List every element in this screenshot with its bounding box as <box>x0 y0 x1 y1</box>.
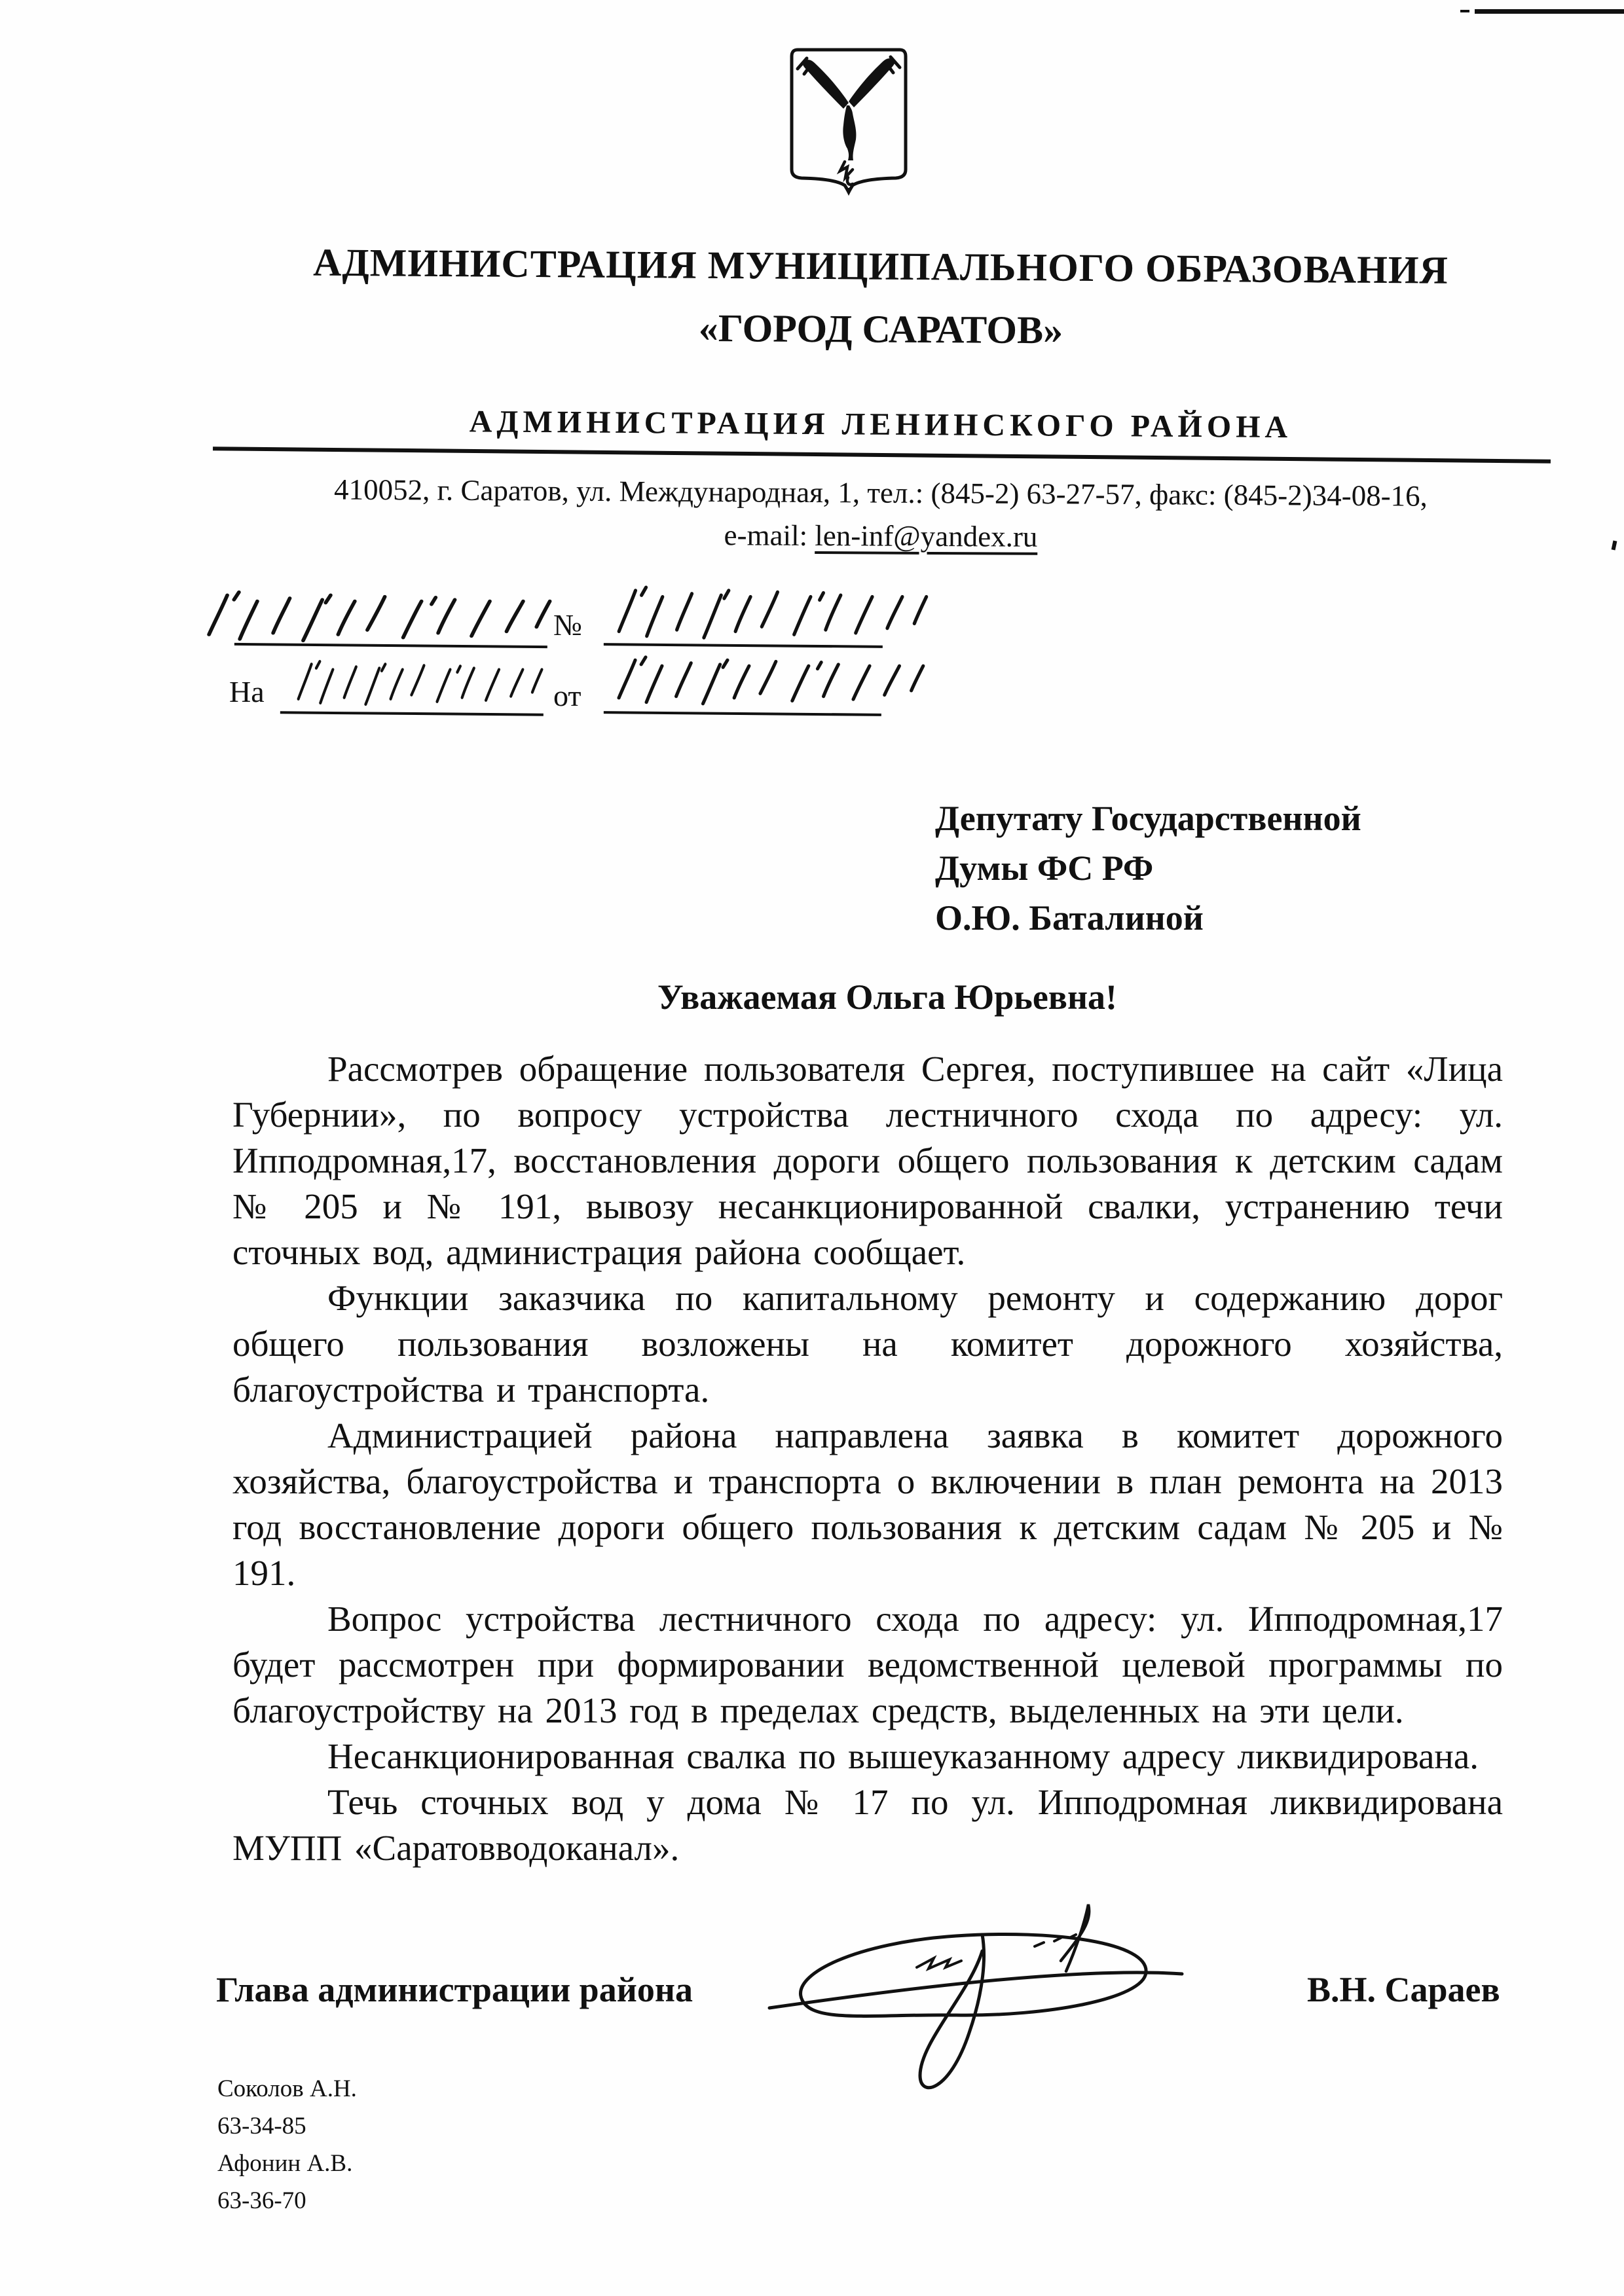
executor-name-1: Соколов А.Н. <box>217 2075 357 2102</box>
executor-contacts <box>217 2070 357 2219</box>
org-name-line2: «ГОРОД САРАТОВ» <box>698 306 1063 352</box>
handwritten-number-scribble <box>608 575 938 646</box>
signer-position: Глава администрации района <box>216 1970 693 2009</box>
salutation: Уважаемая Ольга Юрьевна! <box>657 977 1118 1017</box>
department-name: АДМИНИСТРАЦИЯ ЛЕНИНСКОГО РАЙОНА <box>469 404 1293 445</box>
scan-artifact-line <box>1475 9 1624 14</box>
saratov-coat-of-arms-icon <box>790 48 908 197</box>
handwritten-incoming-number-scribble <box>289 651 551 711</box>
email-line <box>0 515 1624 557</box>
org-name-line1: АДМИНИСТРАЦИЯ МУНИЦИПАЛЬНОГО ОБРАЗОВАНИЯ <box>312 240 1449 292</box>
email-address: len-inf@yandex.ru <box>815 519 1038 553</box>
executor-phone-2: 63-36-70 <box>217 2187 306 2214</box>
handwritten-incoming-date-scribble <box>608 646 935 711</box>
handwritten-date-scribble <box>196 580 563 648</box>
na-label: На <box>229 675 265 708</box>
letter-body <box>232 1046 1503 1871</box>
address-line: 410052, г. Саратов, ул. Международная, 1, тел.: (845-2) 63-27-57, факс: (845-2)34-08-16, <box>333 473 1428 513</box>
recipient-line1: Депутату Государственной <box>935 799 1361 838</box>
recipient-block <box>935 793 1361 943</box>
paragraph-1: Рассмотрев обращение пользователя Сергея, поступившее на сайт «Лица Губернии», по вопросу устройства лестничного схода по адресу: ул. Ипподромная,17, восстановления дороги общего пользования к детским садам № 205 и № 191, вывозу несанкционированной свалки, устранению течи сточных вод, администрация района сообщает. <box>232 1049 1503 1272</box>
paragraph-6: Течь сточных вод у дома № 17 по ул. Ипподромная ликвидирована МУПП «Саратовводоканал». <box>232 1782 1503 1868</box>
handwritten-signature <box>753 1895 1198 2105</box>
paragraph-2: Функции заказчика по капитальному ремонту и содержанию дорог общего пользования возложены на комитет дорожного хозяйства, благоустройства и транспорта. <box>232 1278 1503 1410</box>
header-divider <box>213 446 1551 464</box>
recipient-line2: Думы ФС РФ <box>935 848 1154 888</box>
executor-phone-1: 63-34-85 <box>217 2113 306 2140</box>
paragraph-3: Администрацией района направлена заявка в комитет дорожного хозяйства, благоустройства и транспорта о включении в план ремонта на 2013 год восстановление дороги общего пользования к детским садам № 205 и № 191. <box>232 1415 1503 1593</box>
paragraph-5: Несанкционированная свалка по вышеуказанному адресу ликвидирована. <box>327 1736 1479 1776</box>
paragraph-4: Вопрос устройства лестничного схода по адресу: ул. Ипподромная,17 будет рассмотрен при формировании ведомственной целевой программы по благоустройству на 2013 год в пределах средств, выделенных на эти цели. <box>232 1599 1503 1730</box>
number-sign-label: № <box>553 608 582 642</box>
executor-name-2: Афонин А.В. <box>217 2150 353 2177</box>
email-label: e-mail: <box>724 519 815 553</box>
ot-label: от <box>553 679 581 712</box>
signer-name: В.Н. Сараев <box>1307 1970 1500 2009</box>
recipient-line3: О.Ю. Баталиной <box>935 898 1204 938</box>
